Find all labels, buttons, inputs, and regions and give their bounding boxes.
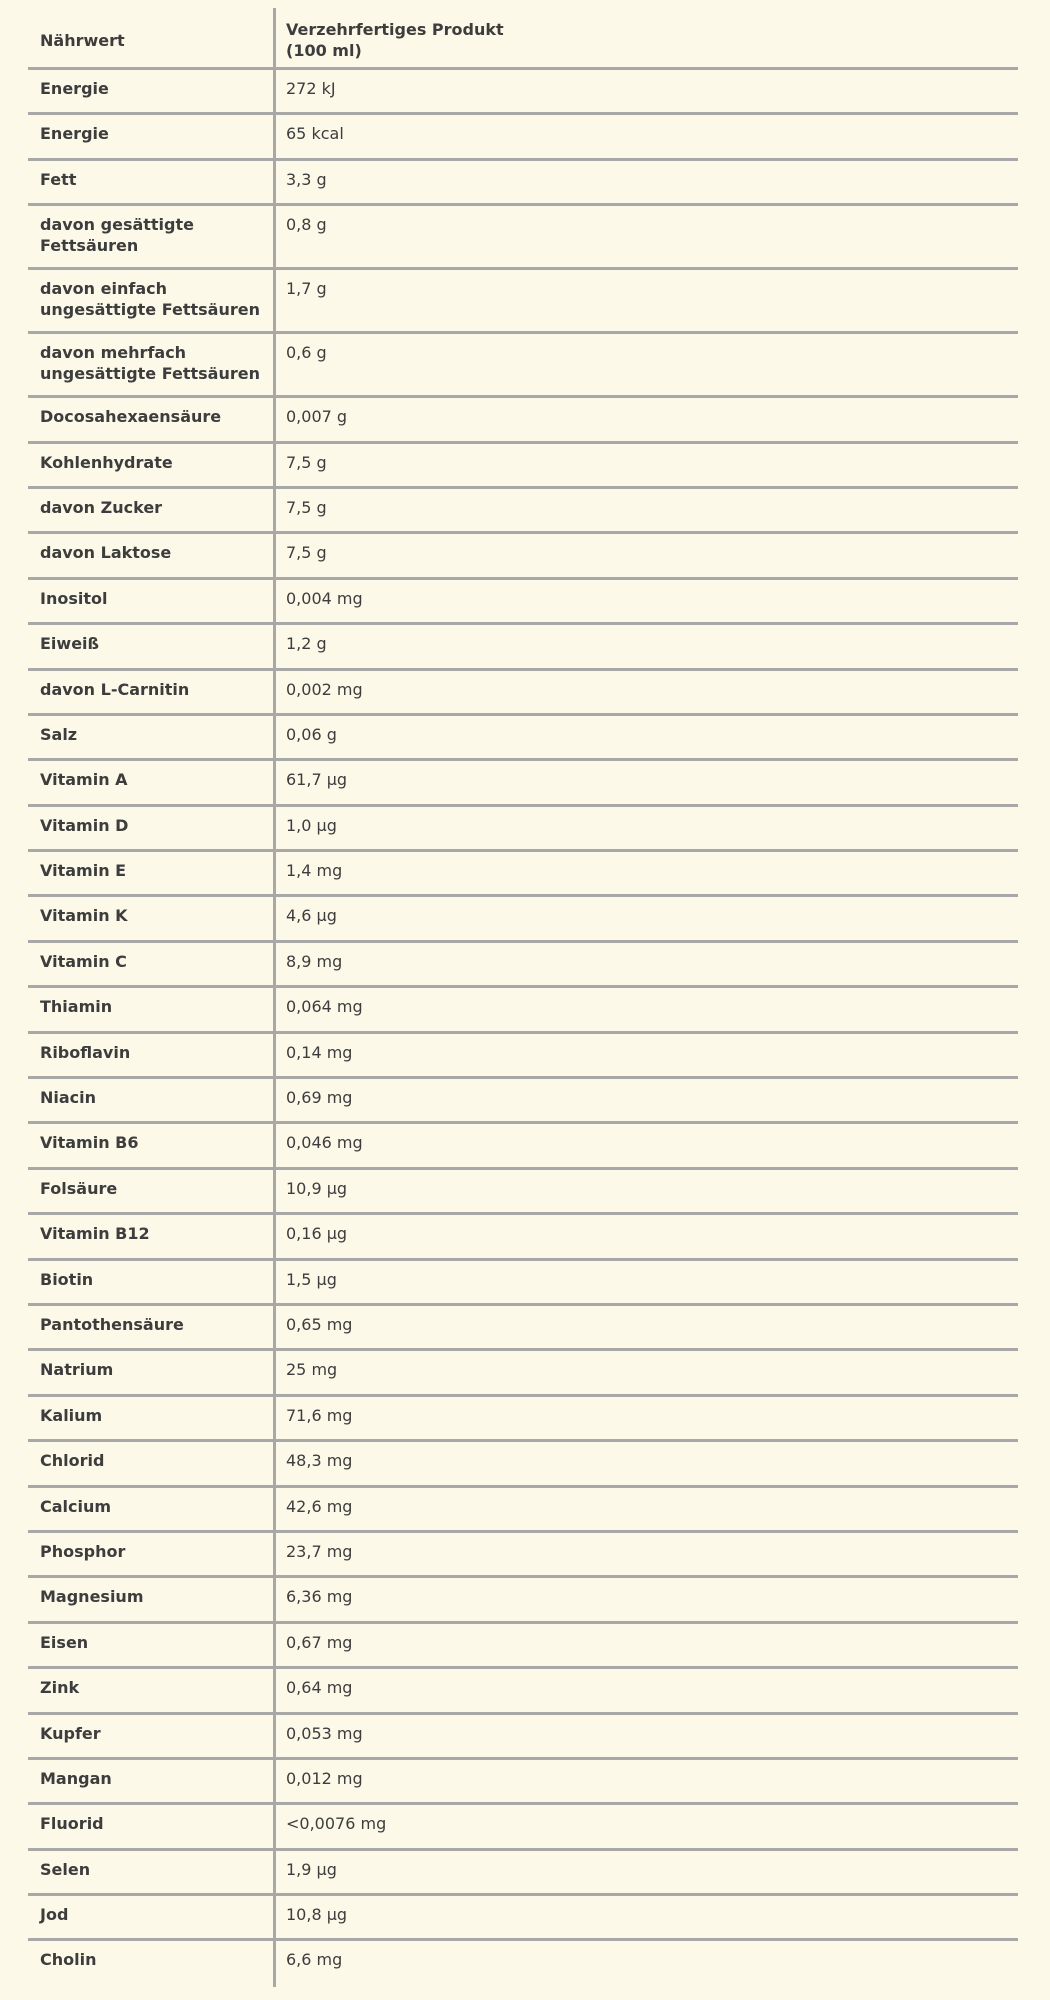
nutrient-name: Natrium: [28, 1351, 276, 1393]
nutrient-value: <0,0076 mg: [286, 1814, 387, 1834]
nutrient-value: 6,6 mg: [286, 1950, 343, 1970]
nutrient-value: 0,6 g: [286, 343, 327, 363]
nutrient-value: 8,9 mg: [286, 951, 343, 971]
nutrient-name: Phosphor: [28, 1533, 276, 1575]
table-row: [28, 988, 1018, 1033]
nutrient-name: Vitamin E: [28, 852, 276, 894]
nutrient-value: 71,6 mg: [286, 1405, 353, 1425]
table-row: [28, 1170, 1018, 1215]
table-row: [28, 115, 1018, 160]
table-row: [28, 761, 1018, 806]
nutrient-value: 7,5 g: [286, 543, 327, 563]
nutrient-value: 272 kJ: [286, 79, 336, 98]
table-row: [28, 1397, 1018, 1442]
nutrient-value: 0,012 mg: [286, 1768, 363, 1788]
table-row: [28, 334, 1018, 398]
nutrient-value: 0,67 mg: [286, 1632, 353, 1652]
nutrient-value: 0,046 mg: [286, 1133, 363, 1153]
table-row: [28, 716, 1018, 761]
nutrient-name: Docosahexaensäure: [28, 398, 276, 440]
nutrient-value: 42,6 mg: [286, 1496, 353, 1516]
nutrient-value: 0,14 mg: [286, 1042, 353, 1062]
table-row: [28, 534, 1018, 579]
nutrient-name: Fett: [28, 161, 276, 203]
nutrient-value: 0,06 g: [286, 724, 337, 744]
nutrient-name: Jod: [28, 1896, 276, 1938]
nutrient-name: Energie: [28, 70, 276, 112]
nutrient-value: 4,6 µg: [286, 906, 337, 926]
nutrient-value: 0,64 mg: [286, 1678, 353, 1698]
nutrient-value: 3,3 g: [286, 169, 327, 189]
nutrient-value: 7,5 g: [286, 497, 327, 517]
nutrient-name: Energie: [28, 115, 276, 157]
header-value-line2: (100 ml): [286, 41, 362, 60]
header-value-label: [276, 8, 1018, 67]
nutrient-value: 61,7 µg: [286, 770, 348, 790]
nutrient-value: 0,064 mg: [286, 997, 363, 1017]
nutrient-value: 10,8 µg: [286, 1905, 348, 1925]
table-row: [28, 1578, 1018, 1623]
nutrient-name: davon Zucker: [28, 489, 276, 531]
table-row: [28, 1306, 1018, 1351]
table-row: [28, 1851, 1018, 1896]
table-row: [28, 489, 1018, 534]
nutrient-name: Vitamin D: [28, 807, 276, 849]
nutrient-name: Pantothensäure: [28, 1306, 276, 1348]
table-row: [28, 398, 1018, 443]
nutrient-name: Zink: [28, 1669, 276, 1711]
table-row: [28, 1488, 1018, 1533]
nutrient-value: 1,0 µg: [286, 815, 337, 835]
table-header-row: [28, 8, 1018, 70]
nutrient-name: Chlorid: [28, 1442, 276, 1484]
nutrient-name: Thiamin: [28, 988, 276, 1030]
nutrient-name: Cholin: [28, 1941, 276, 1986]
nutrient-name: Salz: [28, 716, 276, 758]
table-row: [28, 807, 1018, 852]
table-row: [28, 444, 1018, 489]
table-row: [28, 580, 1018, 625]
nutrient-value: 25 mg: [286, 1360, 338, 1380]
nutrient-value: 6,36 mg: [286, 1587, 353, 1607]
table-row: [28, 1805, 1018, 1850]
nutrient-name: davon gesättigte Fettsäuren: [28, 206, 276, 267]
nutrient-name: davon Laktose: [28, 534, 276, 576]
nutrient-name: Selen: [28, 1851, 276, 1893]
table-row: [28, 1715, 1018, 1760]
table-row: [28, 70, 1018, 115]
nutrient-name: Vitamin K: [28, 897, 276, 939]
nutrient-value: 7,5 g: [286, 452, 327, 472]
nutrient-value: 0,002 mg: [286, 679, 363, 699]
nutrient-name: Inositol: [28, 580, 276, 622]
table-row: [28, 1941, 1018, 1986]
nutrient-name: Magnesium: [28, 1578, 276, 1620]
table-row: [28, 625, 1018, 670]
nutrition-table: [28, 8, 1018, 1987]
table-row: [28, 1079, 1018, 1124]
nutrient-value: 0,053 mg: [286, 1723, 363, 1743]
nutrient-value: 1,9 µg: [286, 1859, 337, 1879]
header-nutrient-label: Nährwert: [28, 8, 276, 67]
nutrient-value: 1,4 mg: [286, 861, 343, 881]
table-row: [28, 671, 1018, 716]
nutrient-value: 10,9 µg: [286, 1178, 348, 1198]
table-row: [28, 1124, 1018, 1169]
nutrient-name: davon mehrfach ungesättigte Fettsäuren: [28, 334, 276, 395]
nutrient-value: 0,007 g: [286, 407, 348, 427]
nutrient-value: 48,3 mg: [286, 1451, 353, 1471]
nutrient-name: Eisen: [28, 1624, 276, 1666]
nutrient-name: Niacin: [28, 1079, 276, 1121]
nutrient-value: 1,5 µg: [286, 1269, 337, 1289]
nutrient-value: 0,8 g: [286, 215, 327, 235]
table-row: [28, 161, 1018, 206]
table-row: [28, 1669, 1018, 1714]
nutrient-name: Kupfer: [28, 1715, 276, 1757]
table-row: [28, 1533, 1018, 1578]
nutrient-value: 0,65 mg: [286, 1314, 353, 1334]
table-row: [28, 1351, 1018, 1396]
nutrient-value: 1,2 g: [286, 634, 327, 654]
nutrient-name: Eiweiß: [28, 625, 276, 667]
nutrient-value: 0,69 mg: [286, 1088, 353, 1108]
nutrient-value: 0,16 µg: [286, 1224, 348, 1244]
nutrient-name: Calcium: [28, 1488, 276, 1530]
nutrient-name: Folsäure: [28, 1170, 276, 1212]
table-row: [28, 270, 1018, 334]
header-value-line1: Verzehrfertiges Produkt: [286, 20, 504, 39]
nutrient-name: Vitamin B6: [28, 1124, 276, 1166]
nutrient-name: Riboflavin: [28, 1034, 276, 1076]
table-row: [28, 1442, 1018, 1487]
nutrient-value: 0,004 mg: [286, 588, 363, 608]
nutrient-value: 65 kcal: [286, 124, 344, 144]
table-body: [28, 70, 1018, 1987]
table-row: [28, 852, 1018, 897]
table-row: [28, 897, 1018, 942]
table-row: [28, 1896, 1018, 1941]
table-row: [28, 1624, 1018, 1669]
nutrient-name: Kalium: [28, 1397, 276, 1439]
nutrient-value: 1,7 g: [286, 279, 327, 299]
nutrient-name: Vitamin A: [28, 761, 276, 803]
table-row: [28, 1261, 1018, 1306]
table-row: [28, 206, 1018, 270]
table-row: [28, 1760, 1018, 1805]
nutrient-name: davon einfach ungesättigte Fettsäuren: [28, 270, 276, 331]
nutrient-name: Vitamin C: [28, 943, 276, 985]
nutrient-name: Vitamin B12: [28, 1215, 276, 1257]
table-row: [28, 943, 1018, 988]
nutrient-name: Kohlenhydrate: [28, 444, 276, 486]
table-row: [28, 1034, 1018, 1079]
nutrient-name: Mangan: [28, 1760, 276, 1802]
nutrient-value: 23,7 mg: [286, 1541, 353, 1561]
nutrient-name: Biotin: [28, 1261, 276, 1303]
nutrient-name: davon L-Carnitin: [28, 671, 276, 713]
nutrient-name: Fluorid: [28, 1805, 276, 1847]
table-row: [28, 1215, 1018, 1260]
